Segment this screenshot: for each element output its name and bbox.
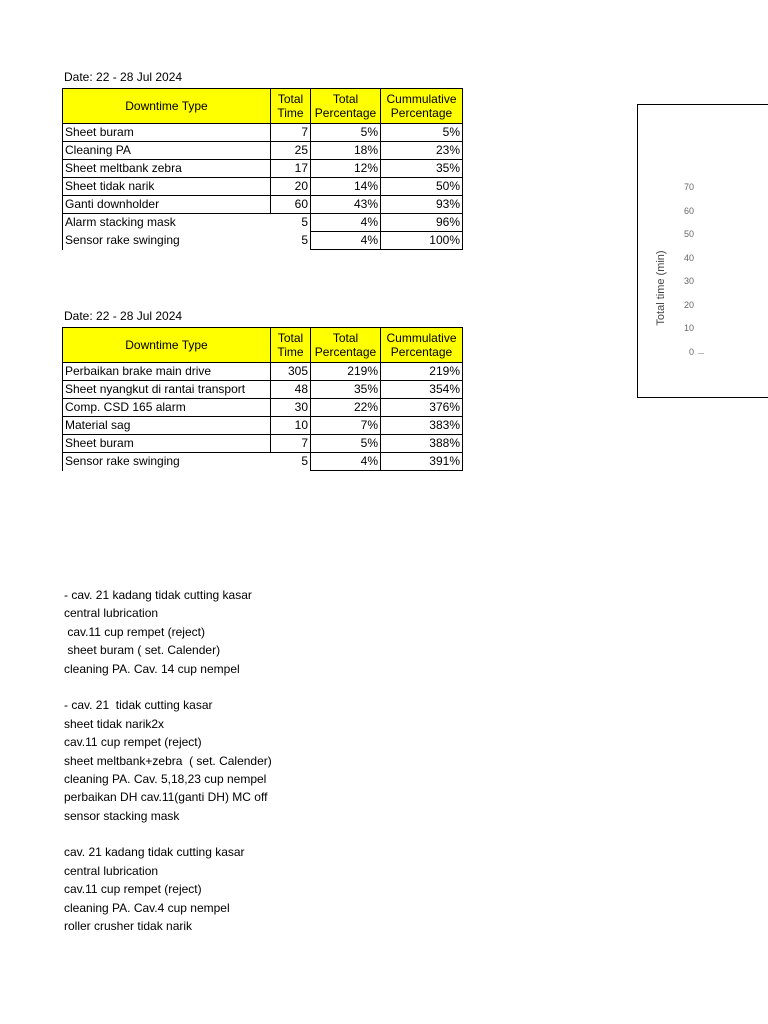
note-line — [64, 825, 272, 843]
note-line: perbaikan DH cav.11(ganti DH) MC off — [64, 790, 268, 805]
cell-cumulative-percentage: 23% — [381, 142, 463, 160]
cell-total-percentage: 22% — [311, 399, 381, 417]
downtime-table-1 — [62, 88, 463, 250]
cell-total-percentage: 18% — [311, 142, 381, 160]
header-total-percentage — [311, 89, 381, 124]
y-tick-label: 10 — [683, 323, 694, 333]
downtime-table-2 — [62, 327, 463, 471]
cell-cumulative-percentage: 388% — [381, 435, 463, 453]
cell-total-time: 48 — [271, 381, 311, 399]
cell-cumulative-percentage: 219% — [381, 363, 463, 381]
y-tick-label: 20 — [683, 299, 694, 310]
note-line: cav. 21 kadang tidak cutting kasar — [64, 845, 245, 860]
table-row — [63, 417, 463, 435]
y-axis-title: Total time (min) — [655, 250, 667, 326]
cell-cumulative-percentage: 391% — [381, 453, 463, 471]
cell-downtime-type: Perbaikan brake main drive — [63, 363, 271, 381]
table-row — [63, 381, 463, 399]
note-line: - cav. 21 kadang tidak cutting kasar — [64, 588, 252, 602]
y-zero-gridline — [698, 353, 704, 354]
y-tick-label: 50 — [683, 229, 694, 239]
cell-total-time: 7 — [271, 124, 311, 142]
y-tick-label: 30 — [683, 276, 694, 286]
note-line: - cav. 21 tidak cutting kasar — [64, 698, 213, 713]
cell-cumulative-percentage: 100% — [381, 232, 463, 250]
header-cumulative-percentage — [381, 328, 463, 363]
cell-cumulative-percentage: 354% — [381, 381, 463, 399]
cell-cumulative-percentage: 376% — [381, 399, 463, 417]
cell-total-percentage: 219% — [311, 363, 381, 381]
cell-downtime-type: Sheet buram — [63, 124, 271, 142]
cell-downtime-type: Cleaning PA — [63, 142, 271, 160]
cell-cumulative-percentage: 5% — [381, 124, 463, 142]
cell-total-percentage: 43% — [311, 196, 381, 214]
note-line: central lubrication — [64, 863, 159, 878]
table-row — [63, 214, 463, 232]
cell-downtime-type: Sensor rake swinging — [63, 453, 271, 471]
header-line: Percentage — [390, 345, 453, 359]
cell-cumulative-percentage: 93% — [381, 196, 463, 214]
cell-total-percentage: 4% — [311, 214, 381, 232]
note-line: sheet tidak narik2x — [64, 716, 165, 731]
cell-total-time: 25 — [271, 142, 311, 160]
header-total-percentage — [311, 328, 381, 363]
cell-downtime-type: Alarm stacking mask — [63, 214, 271, 232]
table-row — [63, 160, 463, 178]
y-tick-label: 0 — [688, 346, 694, 357]
table-row — [63, 363, 463, 381]
cell-total-time: 5 — [271, 453, 311, 471]
cell-total-time: 10 — [271, 417, 311, 435]
cell-total-time: 305 — [271, 363, 311, 381]
header-line: Time — [277, 106, 304, 120]
table-row — [63, 453, 463, 471]
header-total-time — [271, 89, 311, 124]
cell-total-percentage: 5% — [311, 124, 381, 142]
cell-downtime-type: Sheet buram — [63, 435, 271, 453]
cell-total-time: 5 — [271, 232, 311, 250]
note-line: cleaning PA. Cav.4 cup nempel — [64, 900, 230, 915]
cell-downtime-type: Sensor rake swinging — [63, 232, 271, 250]
cell-total-time: 60 — [271, 196, 311, 214]
note-line: cav.11 cup rempet (reject) — [64, 882, 202, 897]
note-line: central lubrication — [64, 606, 159, 621]
table-row — [63, 124, 463, 142]
cell-cumulative-percentage: 383% — [381, 417, 463, 435]
header-line: Total — [277, 92, 304, 106]
table-row — [63, 196, 463, 214]
cell-cumulative-percentage: 96% — [381, 214, 463, 232]
table-row — [63, 142, 463, 160]
cell-downtime-type: Ganti downholder — [63, 196, 271, 214]
cell-cumulative-percentage: 35% — [381, 160, 463, 178]
header-line: Percentage — [390, 106, 453, 120]
cell-total-time: 5 — [271, 214, 311, 232]
note-line: sheet buram ( set. Calender) — [64, 643, 221, 658]
table2-date: Date: 22 - 28 Jul 2024 — [64, 309, 183, 323]
header-line: Cummulative — [386, 92, 457, 106]
y-tick-label: 40 — [683, 252, 694, 263]
header-downtime-type: Downtime Type — [63, 89, 271, 124]
note-line: cleaning PA. Cav. 5,18,23 cup nempel — [64, 771, 267, 786]
header-line: Cummulative — [386, 331, 457, 345]
header-line: Percentage — [314, 106, 377, 120]
cell-total-time: 30 — [271, 399, 311, 417]
y-tick-label: 70 — [683, 182, 694, 192]
header-downtime-type: Downtime Type — [63, 328, 271, 363]
header-line: Percentage — [314, 345, 377, 359]
cell-total-time: 7 — [271, 435, 311, 453]
cell-total-percentage: 12% — [311, 160, 381, 178]
table-row — [63, 178, 463, 196]
note-line: sensor stacking mask — [64, 808, 180, 823]
cell-total-percentage: 4% — [311, 453, 381, 471]
notes-block — [64, 586, 272, 935]
table-row — [63, 435, 463, 453]
cell-cumulative-percentage: 50% — [381, 178, 463, 196]
cell-downtime-type: Sheet nyangkut di rantai transport — [63, 381, 271, 399]
header-line: Time — [277, 345, 304, 359]
cell-downtime-type: Material sag — [63, 417, 271, 435]
header-cumulative-percentage — [381, 89, 463, 124]
note-line — [64, 678, 272, 696]
cell-total-percentage: 35% — [311, 381, 381, 399]
cell-total-time: 17 — [271, 160, 311, 178]
note-line: roller crusher tidak narik — [64, 919, 193, 934]
cell-downtime-type: Sheet tidak narik — [63, 178, 271, 196]
cell-downtime-type: Sheet meltbank zebra — [63, 160, 271, 178]
note-line: cleaning PA. Cav. 14 cup nempel — [64, 661, 240, 676]
header-line: Total — [332, 331, 359, 345]
table-row — [63, 399, 463, 417]
header-line: Total — [277, 331, 304, 345]
cell-total-percentage: 14% — [311, 178, 381, 196]
cell-total-time: 20 — [271, 178, 311, 196]
y-tick-label: 60 — [683, 205, 694, 216]
cell-downtime-type: Comp. CSD 165 alarm — [63, 399, 271, 417]
table-header-row — [63, 89, 463, 124]
header-total-time — [271, 328, 311, 363]
header-line: Total — [332, 92, 359, 106]
note-line: cav.11 cup rempet (reject) — [64, 735, 202, 750]
table1-date: Date: 22 - 28 Jul 2024 — [64, 70, 183, 84]
note-line: cav.11 cup rempet (reject) — [64, 624, 205, 639]
table-header-row — [63, 328, 463, 363]
cell-total-percentage: 5% — [311, 435, 381, 453]
cell-total-percentage: 4% — [311, 232, 381, 250]
cell-total-percentage: 7% — [311, 417, 381, 435]
note-line: sheet meltbank+zebra ( set. Calender) — [64, 753, 272, 768]
table-row — [63, 232, 463, 250]
